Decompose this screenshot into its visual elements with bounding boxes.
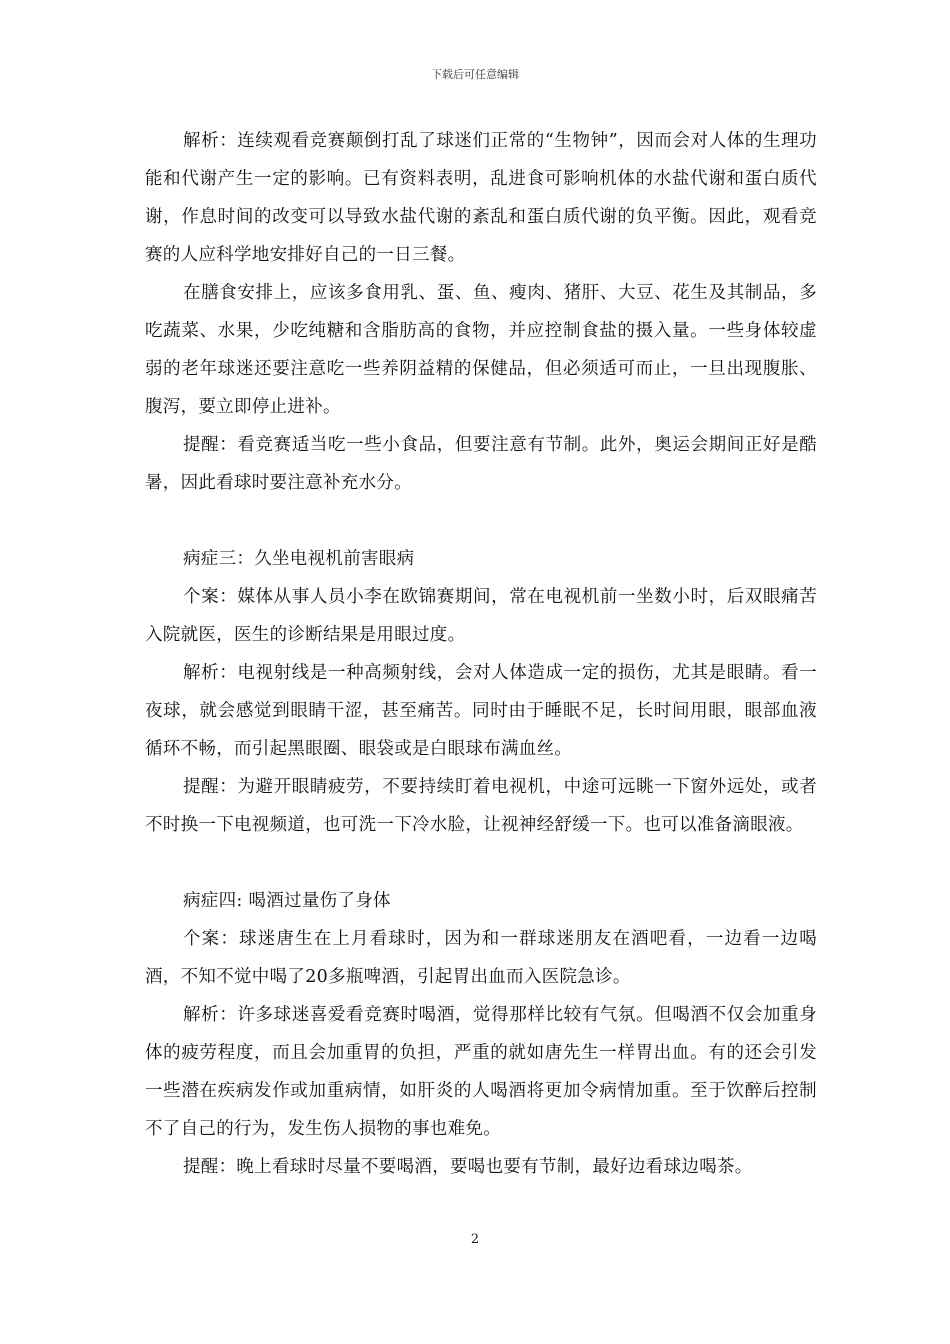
paragraph-case-drinking: 个案：球迷唐生在上月看球时，因为和一群球迷朋友在酒吧看，一边看一边喝酒，不知不觉中喝了20多瓶啤酒，引起胃出血而入医院急诊。 <box>145 929 817 987</box>
document-body <box>145 122 817 1186</box>
paragraph-reminder-drinking: 提醒：晚上看球时尽量不要喝酒，要喝也要有节制，最好边看球边喝茶。 <box>183 1157 753 1177</box>
section-heading-drinking: 病症四: 喝酒过量伤了身体 <box>183 891 391 911</box>
paragraph-analysis-drinking: 解析：许多球迷喜爱看竞赛时喝酒，觉得那样比较有气氛。但喝酒不仅会加重身体的疲劳程度，而且会加重胃的负担，严重的就如唐先生一样胃出血。有的还会引发一些潜在疾病发作或加重病情，如肝炎的人喝酒将更加令病情加重。至于饮醉后控制不了自己的行为，发生伤人损物的事也难免。 <box>145 1005 817 1139</box>
section-spacer <box>145 502 817 540</box>
paragraph-diet-advice: 在膳食安排上，应该多食用乳、蛋、鱼、瘦肉、猪肝、大豆、花生及其制品，多吃蔬菜、水果，少吃纯糖和含脂肪高的食物，并应控制食盐的摄入量。一些身体较虚弱的老年球迷还要注意吃一些养阴益精的保健品，但必须适可而止，一旦出现腹胀、腹泻，要立即停止进补。 <box>145 283 817 417</box>
page-number: 2 <box>470 1232 480 1247</box>
section-heading-eye-disease: 病症三：久坐电视机前害眼病 <box>183 549 415 569</box>
paragraph-analysis-eye: 解析：电视射线是一种高频射线，会对人体造成一定的损伤，尤其是眼睛。看一夜球，就会感觉到眼睛干涩，甚至痛苦。同时由于睡眠不足，长时间用眼，眼部血液循环不畅，而引起黑眼圈、眼袋或是白眼球布满血丝。 <box>145 663 817 759</box>
paragraph-reminder-eye: 提醒：为避开眼睛疲劳，不要持续盯着电视机，中途可远眺一下窗外远处，或者不时换一下电视频道，也可洗一下冷水脸，让视神经舒缓一下。也可以准备滴眼液。 <box>145 777 817 835</box>
paragraph-analysis-diet: 解析：连续观看竞赛颠倒打乱了球迷们正常的“生物钟”，因而会对人体的生理功能和代谢产生一定的影响。已有资料表明，乱进食可影响机体的水盐代谢和蛋白质代谢，作息时间的改变可以导致水盐代谢的紊乱和蛋白质代谢的负平衡。因此，观看竞赛的人应科学地安排好自己的一日三餐。 <box>145 131 817 265</box>
section-spacer <box>145 844 817 882</box>
paragraph-reminder-snacks: 提醒：看竞赛适当吃一些小食品，但要注意有节制。此外，奥运会期间正好是酷暑，因此看球时要注意补充水分。 <box>145 435 817 493</box>
page-header: 下载后可任意编辑 <box>431 68 519 81</box>
paragraph-case-eye: 个案：媒体从事人员小李在欧锦赛期间，常在电视机前一坐数小时，后双眼痛苦入院就医，医生的诊断结果是用眼过度。 <box>145 587 817 645</box>
